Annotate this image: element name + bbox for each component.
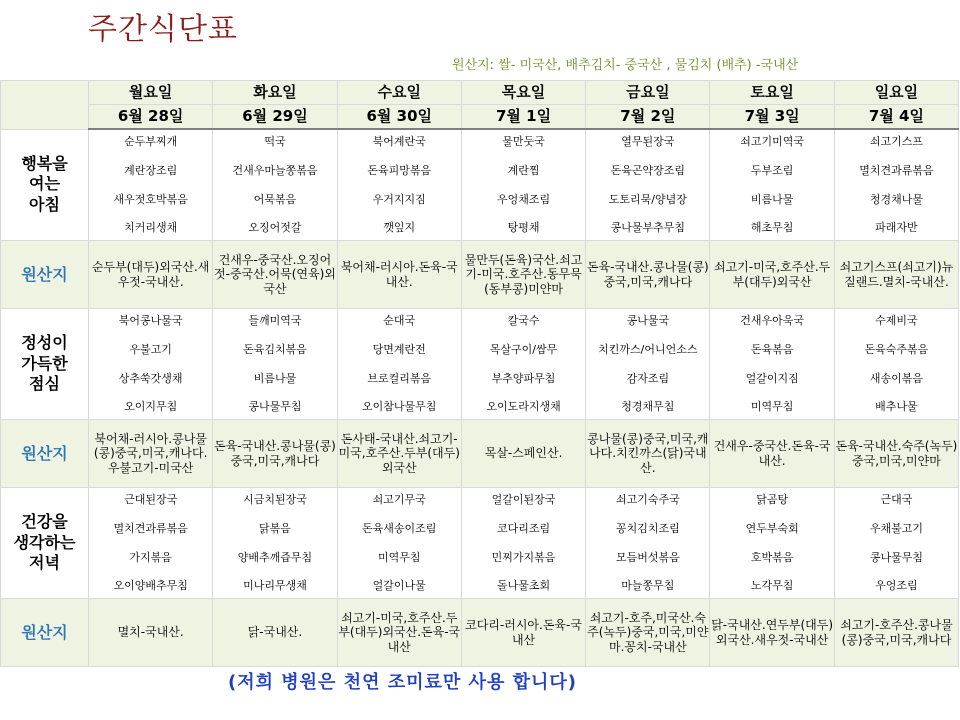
menu-item: 미역무침 xyxy=(750,400,794,414)
date-header: 7월 1일 xyxy=(461,105,585,130)
menu-cell xyxy=(89,309,213,420)
page-title: 주간식단표 xyxy=(88,12,238,47)
origin-cell: 코다리-러시아.돈육-국내산 xyxy=(461,599,585,667)
menu-item: 오이참나물무침 xyxy=(362,400,437,414)
menu-item: 멸치견과류볶음 xyxy=(859,163,934,177)
meal-row xyxy=(1,488,959,599)
menu-cell xyxy=(213,129,337,241)
menu-item: 민찌가지볶음 xyxy=(491,550,556,564)
origin-cell: 쇠고기스프(쇠고기)뉴질랜드.멸치-국내산. xyxy=(834,241,958,309)
menu-item: 청경채무침 xyxy=(621,400,675,414)
meal-row xyxy=(1,129,959,241)
menu-item: 쇠고기숙주국 xyxy=(615,493,680,506)
menu-item: 계란찜 xyxy=(507,163,540,177)
menu-item: 콩나물무침 xyxy=(869,550,923,564)
menu-cell xyxy=(89,488,213,599)
menu-item: 돈육새송이조림 xyxy=(362,521,437,535)
origin-cell: 건새우-중국산.돈육-국내산. xyxy=(710,420,834,488)
day-header: 일요일 xyxy=(834,81,958,105)
menu-item: 순대국 xyxy=(383,314,416,327)
menu-cell xyxy=(710,488,834,599)
menu-item: 돈육볶음 xyxy=(750,342,794,356)
origin-label: 원산지 xyxy=(1,420,89,488)
date-header: 7월 3일 xyxy=(710,105,834,130)
menu-cell xyxy=(710,309,834,420)
menu-item: 탕평채 xyxy=(507,221,540,235)
menu-item: 건새우마늘쫑볶음 xyxy=(232,163,318,177)
origin-cell: 콩나물(콩)중국,미국,캐나다.치킨까스(닭)국내산. xyxy=(586,420,710,488)
menu-item: 양배추깨즙무침 xyxy=(237,550,313,564)
menu-item: 콩나물부추무침 xyxy=(610,221,686,235)
meal-label: 정성이 가득한 점심 xyxy=(1,309,89,420)
menu-item: 수제비국 xyxy=(875,314,918,327)
menu-item: 당면계란전 xyxy=(372,342,426,356)
origin-cell: 북어채-러시아.돈육-국내산. xyxy=(337,241,461,309)
meal-row xyxy=(1,309,959,420)
menu-item: 멸치견과류볶음 xyxy=(113,521,188,535)
menu-item: 돈육피망볶음 xyxy=(367,163,432,177)
date-header-row xyxy=(1,105,959,130)
origin-cell: 물만두(돈육)국산.쇠고기-미국.호주산.동무묵(동부콩)미얀마 xyxy=(461,241,585,309)
menu-item: 닭볶음 xyxy=(259,521,291,535)
day-header: 목요일 xyxy=(461,81,585,105)
menu-item: 쇠고기스프 xyxy=(869,135,923,148)
origin-cell: 목살-스페인산. xyxy=(461,420,585,488)
origin-row xyxy=(1,599,959,667)
menu-item: 얼갈이된장국 xyxy=(491,493,556,506)
menu-cell xyxy=(834,488,958,599)
menu-item: 쇠고기미역국 xyxy=(740,135,805,148)
menu-item: 우엉조림 xyxy=(875,579,918,593)
menu-cell xyxy=(834,309,958,420)
menu-item: 치킨까스/어니언소스 xyxy=(598,342,698,356)
menu-item: 비름나물 xyxy=(253,371,297,385)
menu-item: 호박볶음 xyxy=(750,550,794,564)
menu-item: 쇠고기무국 xyxy=(372,493,426,506)
menu-item: 오이도라지생채 xyxy=(486,400,561,414)
origin-label: 원산지 xyxy=(1,599,89,667)
weekly-menu-table xyxy=(0,80,959,667)
menu-item: 해초무침 xyxy=(750,221,794,235)
menu-item: 우엉채조림 xyxy=(496,192,551,206)
menu-item: 우거지지짐 xyxy=(372,192,426,206)
menu-cell xyxy=(89,129,213,241)
menu-item: 계란장조림 xyxy=(124,163,178,177)
menu-item: 건새우아욱국 xyxy=(740,314,805,327)
menu-cell xyxy=(213,488,337,599)
menu-item: 열무된장국 xyxy=(621,135,675,148)
origin-cell: 돈사태-국내산.쇠고기-미국,호주산.두부(대두)외국산 xyxy=(337,420,461,488)
origin-cell: 돈육-국내산.콩나물(콩)중국,미국,캐나다 xyxy=(586,241,710,309)
menu-cell xyxy=(834,129,958,241)
menu-item: 새우젓호박볶음 xyxy=(113,192,188,206)
origin-label: 원산지 xyxy=(1,241,89,309)
day-header-row xyxy=(1,81,959,105)
menu-cell xyxy=(586,488,710,599)
menu-item: 돈육숙주볶음 xyxy=(864,342,929,356)
menu-item: 오이양배추무침 xyxy=(113,579,188,593)
menu-item: 배추나물 xyxy=(875,400,918,414)
date-header: 6월 30일 xyxy=(337,105,461,130)
menu-item: 우불고기 xyxy=(129,342,172,356)
meal-label: 건강을 생각하는 저녁 xyxy=(1,488,89,599)
natural-seasoning-note: (저희 병원은 천연 조미료만 사용 합니다) xyxy=(228,672,577,693)
menu-item: 연두부숙회 xyxy=(745,521,799,535)
menu-item: 우채불고기 xyxy=(869,521,923,535)
menu-item: 마늘쫑무침 xyxy=(621,579,675,593)
menu-item: 상추쑥갓생채 xyxy=(118,371,183,385)
day-header: 화요일 xyxy=(213,81,337,105)
menu-item: 꽁치김치조림 xyxy=(615,521,680,535)
origin-cell: 건새우-중국산.오징어젓-중국산.어묵(연육)외국산 xyxy=(213,241,337,309)
menu-item: 목살구이/쌈무 xyxy=(489,342,558,356)
menu-item: 북어계란국 xyxy=(372,135,426,148)
origin-cell: 쇠고기-호주,미국산.숙주(녹두)중국,미국,미얀마.꽁치-국내산 xyxy=(586,599,710,667)
menu-item: 돌나물초회 xyxy=(496,579,551,593)
menu-item: 얼갈이나물 xyxy=(372,579,426,593)
menu-item: 파래자반 xyxy=(875,221,918,235)
menu-cell xyxy=(337,488,461,599)
menu-item: 콩나물국 xyxy=(626,314,670,327)
menu-item: 콩나물무침 xyxy=(248,400,302,414)
origin-cell: 순두부(대두)외국산.새우젓-국내산. xyxy=(89,241,213,309)
menu-item: 닭곰탕 xyxy=(756,493,789,506)
corner-cell xyxy=(1,81,89,130)
menu-cell xyxy=(710,129,834,241)
menu-item: 새송이볶음 xyxy=(869,371,923,385)
meal-label: 행복을 여는 아침 xyxy=(1,129,89,241)
menu-item: 어묵볶음 xyxy=(253,192,297,206)
menu-cell xyxy=(337,309,461,420)
menu-item: 비름나물 xyxy=(750,192,794,206)
menu-item: 코다리조림 xyxy=(496,521,551,535)
menu-item: 감자조림 xyxy=(626,371,670,385)
menu-item: 오징어젓갈 xyxy=(248,221,302,235)
origin-cell: 돈육-국내산.콩나물(콩)중국,미국,캐나다 xyxy=(213,420,337,488)
date-header: 7월 2일 xyxy=(586,105,710,130)
menu-cell xyxy=(461,129,585,241)
menu-item: 얼갈이지짐 xyxy=(745,371,799,385)
day-header: 수요일 xyxy=(337,81,461,105)
menu-item: 청경채나물 xyxy=(869,192,923,206)
menu-item: 돈육곤약장조림 xyxy=(610,163,686,177)
menu-item: 순두부찌개 xyxy=(124,135,178,148)
origin-cell: 닭-국내산.연두부(대두)외국산.새우젓-국내산 xyxy=(710,599,834,667)
menu-item: 미역무침 xyxy=(377,550,421,564)
menu-item: 미나리무생채 xyxy=(243,579,307,593)
date-header: 6월 28일 xyxy=(89,105,213,130)
menu-cell xyxy=(213,309,337,420)
menu-item: 들깨미역국 xyxy=(248,314,302,327)
menu-item: 오이지무침 xyxy=(124,400,178,414)
menu-item: 깻잎지 xyxy=(383,221,416,235)
day-header: 월요일 xyxy=(89,81,213,105)
origin-row xyxy=(1,420,959,488)
menu-item: 브로컬리볶음 xyxy=(367,371,432,385)
menu-item: 돈육김치볶음 xyxy=(243,342,307,356)
menu-item: 칼국수 xyxy=(507,314,540,327)
day-header: 토요일 xyxy=(710,81,834,105)
menu-item: 시금치된장국 xyxy=(243,493,307,506)
date-header: 6월 29일 xyxy=(213,105,337,130)
rice-kimchi-origin-note: 원산지: 쌀- 미국산, 배추김치- 중국산 , 물김치 (배추) -국내산 xyxy=(452,58,799,73)
menu-item: 도토리묵/양념장 xyxy=(608,192,687,206)
origin-cell: 닭-국내산. xyxy=(213,599,337,667)
menu-cell xyxy=(461,309,585,420)
menu-item: 노각무침 xyxy=(750,579,794,593)
menu-item: 근대된장국 xyxy=(124,493,178,506)
origin-cell: 쇠고기-호주산.콩나물(콩)중국,미국,캐나다 xyxy=(834,599,958,667)
menu-item: 가지볶음 xyxy=(129,550,172,564)
day-header: 금요일 xyxy=(586,81,710,105)
menu-item: 북어콩나물국 xyxy=(118,314,183,327)
date-header: 7월 4일 xyxy=(834,105,958,130)
menu-item: 치커리생채 xyxy=(124,221,178,235)
menu-item: 떡국 xyxy=(264,135,286,148)
menu-item: 두부조림 xyxy=(750,163,794,177)
menu-cell xyxy=(461,488,585,599)
origin-row xyxy=(1,241,959,309)
menu-item: 물만둣국 xyxy=(502,135,545,148)
origin-cell: 돈육-국내산.숙주(녹두)중국,미국,미얀마 xyxy=(834,420,958,488)
origin-cell: 쇠고기-미국,호주산.두부(대두)외국산 xyxy=(710,241,834,309)
menu-item: 부추양파무침 xyxy=(491,371,556,385)
origin-cell: 멸치-국내산. xyxy=(89,599,213,667)
menu-item: 모듬버섯볶음 xyxy=(615,550,680,564)
origin-cell: 북어채-러시아.콩나물(콩)중국,미국,캐나다.우불고기-미국산 xyxy=(89,420,213,488)
origin-cell: 쇠고기-미국,호주산.두부(대두)외국산.돈육-국내산 xyxy=(337,599,461,667)
menu-cell xyxy=(586,309,710,420)
menu-cell xyxy=(337,129,461,241)
menu-cell xyxy=(586,129,710,241)
menu-item: 근대국 xyxy=(880,493,913,506)
